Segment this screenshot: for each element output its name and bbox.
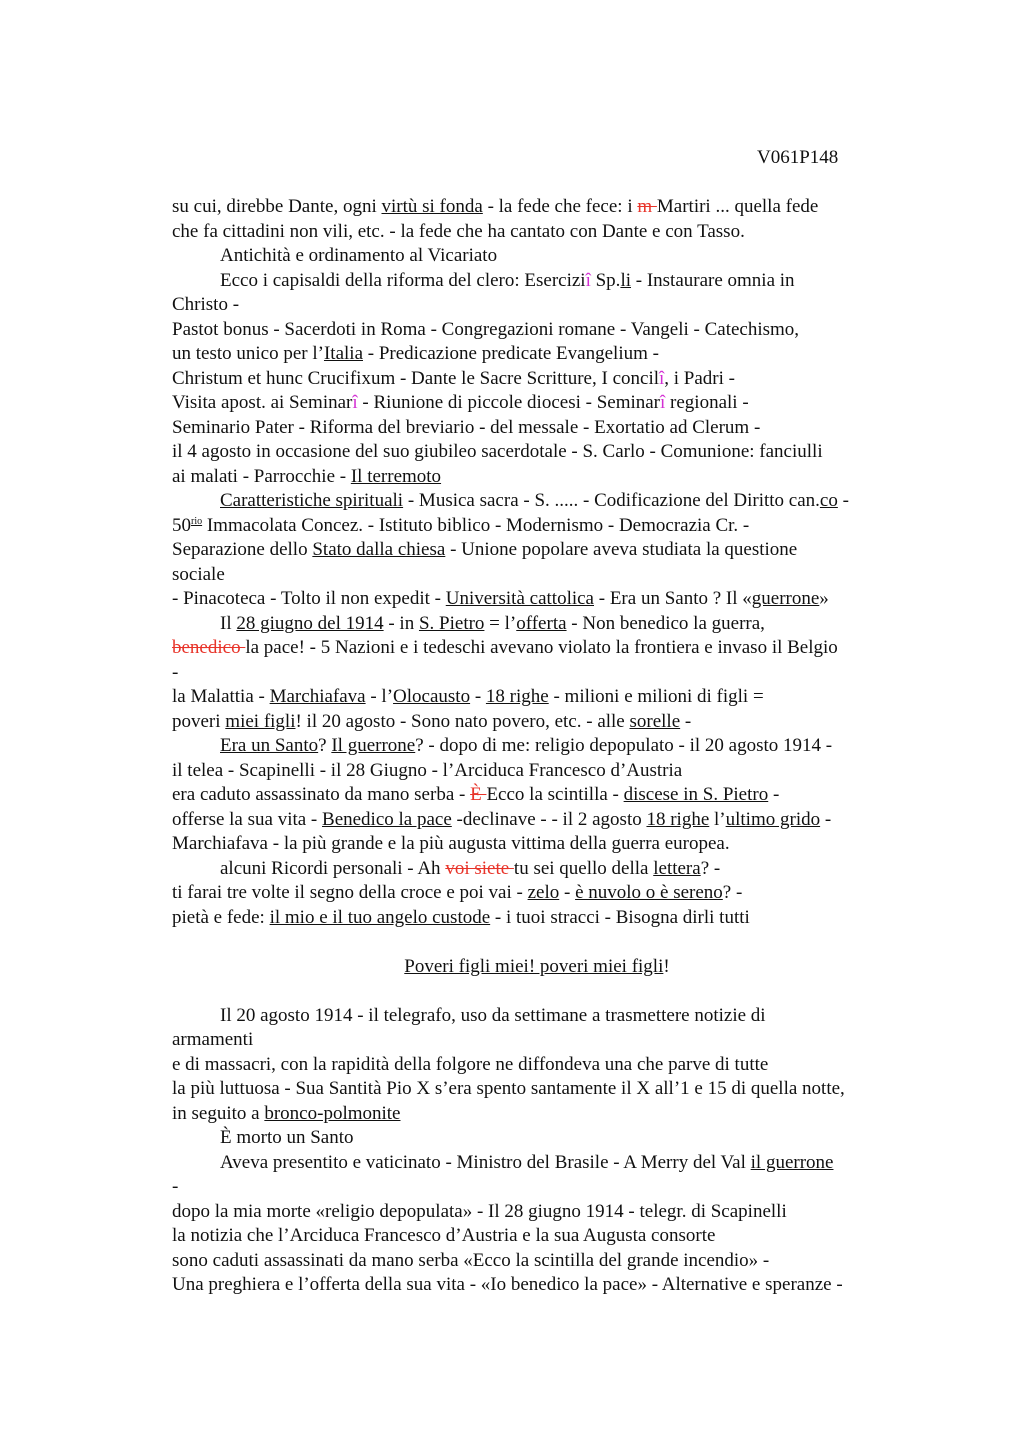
deleted-text: m	[637, 196, 657, 217]
text-line-39: -	[172, 1176, 179, 1197]
text-line-22: poveri miei figli! il 20 agosto - Sono nato povero, etc. - alle sorelle -	[172, 710, 692, 732]
text-line-27: Marchiafava - la più grande e la più augusta vittima della guerra europea.	[172, 833, 730, 854]
text-line-20: -	[172, 661, 179, 683]
text-line-16: sociale	[172, 563, 225, 585]
text-line-29: ti farai tre volte il segno della croce e poi vai - zelo - è nuvolo o è sereno? -	[172, 882, 743, 903]
blank-line	[172, 979, 912, 1004]
text-line-13: Caratteristiche spirituali - Musica sacra - S. ..... - Codificazione del Diritto can.co -	[220, 490, 849, 511]
highlighted-char: î	[585, 269, 591, 291]
text-line-14: $50^{rio}$ Immacolata Concez. - Istituto biblico - Modernismo - Democrazia Cr. -	[172, 514, 750, 536]
text-line-4: Ecco i capisaldi della riforma del clero: Eserciziî Sp.li - Instaurare omnia in	[220, 269, 795, 291]
text-line-10: Seminario Pater - Riforma del breviario - del messale - Exortatio ad Clerum -	[172, 416, 761, 438]
text-line-32: Il 20 agosto 1914 - il telegrafo, uso da settimane a trasmettere notizie di	[220, 1004, 766, 1026]
text-line-9: Visita apost. ai Seminarî - Riunione di piccole diocesi - Seminarî regionali -	[172, 392, 749, 413]
text-line-23: Era un Santo? Il guerrone? - dopo di me: religio depopulato - il 20 agosto 1914 -	[220, 735, 833, 756]
text-line-30: pietà e fede: il mio e il tuo angelo custode - i tuoi stracci - Bisogna dirli tutti	[172, 906, 750, 928]
text-line-5: Christo -	[172, 294, 240, 315]
text-line-18: Il 28 giugno del 1914 - in S. Pietro = l’offerta - Non benedico la guerra,	[220, 612, 765, 634]
deleted-text: benedico	[172, 637, 246, 658]
text-line-25: era caduto assassinato da mano serba - È Ecco la scintilla - discese in S. Pietro -	[172, 784, 780, 805]
text-line-26: offerse la sua vita - Benedico la pace -declinave - - il 2 agosto 18 righe l’ultimo grido -	[172, 808, 832, 830]
document-body	[172, 195, 912, 1298]
text-line-21: la Malattia - Marchiafava - l’Olocausto - 18 righe - milioni e milioni di figli =	[172, 686, 764, 707]
superscript: rio	[191, 515, 203, 527]
text-line-43: Una preghiera e l’offerta della sua vita - «Io benedico la pace» - Alternative e speranze -	[172, 1274, 843, 1295]
text-line-28: alcuni Ricordi personali - Ah voi siete tu sei quello della lettera? -	[220, 857, 721, 879]
text-line-2: che fa cittadini non vili, etc. - la fede che ha cantato con Dante e con Tasso.	[172, 220, 745, 242]
highlighted-char: î	[659, 367, 665, 389]
text-line-19: benedico la pace! - 5 Nazioni e i tedeschi avevano violato la frontiera e invaso il Belgio	[172, 637, 838, 658]
deleted-text: voi siete	[445, 857, 514, 879]
text-line-35: la più luttuosa - Sua Santità Pio X s’era spento santamente il X all’1 e 15 di quella notte,	[172, 1078, 845, 1099]
text-line-41: la notizia che l’Arciduca Francesco d’Austria e la sua Augusta consorte	[172, 1225, 716, 1246]
text-line-3: Antichità e ordinamento al Vicariato	[220, 245, 498, 266]
text-line-8: Christum et hunc Crucifixum - Dante le Sacre Scritture, I concilî, i Padri -	[172, 367, 735, 389]
text-line-37: È morto un Santo	[220, 1127, 354, 1148]
blank-line	[172, 930, 912, 955]
text-line-15: Separazione dello Stato dalla chiesa - Unione popolare aveva studiata la questione	[172, 539, 798, 560]
text-line-33: armamenti	[172, 1029, 254, 1050]
text-line-6: Pastot bonus - Sacerdoti in Roma - Congregazioni romane - Vangeli - Catechismo,	[172, 318, 800, 340]
text-line-34: e di massacri, con la rapidità della folgore ne diffondeva una che parve di tutte	[172, 1053, 769, 1075]
text-line-24: il telea - Scapinelli - il 28 Giugno - l’Arciduca Francesco d’Austria	[172, 759, 683, 781]
text-line-11: il 4 agosto in occasione del suo giubileo sacerdotale - S. Carlo - Comunione: fanciulli	[172, 441, 823, 462]
page-identifier: V061P148	[757, 147, 839, 168]
text-line-42: sono caduti assassinati da mano serba «Ecco la scintilla del grande incendio» -	[172, 1249, 770, 1271]
section-title: Poveri figli miei! poveri miei figli!	[404, 955, 670, 977]
deleted-text: È	[470, 784, 487, 805]
text-line-12: ai malati - Parrocchie - Il terremoto	[172, 465, 442, 487]
text-line-38: Aveva presentito e vaticinato - Ministro del Brasile - A Merry del Val il guerrone	[220, 1151, 834, 1173]
text-line-1: su cui, direbbe Dante, ogni virtù si fonda - la fede che fece: i m Martiri ... quella fede	[172, 196, 819, 217]
text-line-17: - Pinacoteca - Tolto il non expedit - Università cattolica - Era un Santo ? Il «guerrone»	[172, 588, 829, 609]
text-line-40: dopo la mia morte «religio depopulata» - Il 28 giugno 1914 - telegr. di Scapinelli	[172, 1200, 787, 1222]
highlighted-char: î	[352, 392, 358, 413]
text-line-36: in seguito a bronco-polmonite	[172, 1102, 401, 1124]
highlighted-char: î	[660, 392, 666, 413]
text-line-7: un testo unico per l’Italia - Predicazione predicate Evangelium -	[172, 343, 659, 364]
